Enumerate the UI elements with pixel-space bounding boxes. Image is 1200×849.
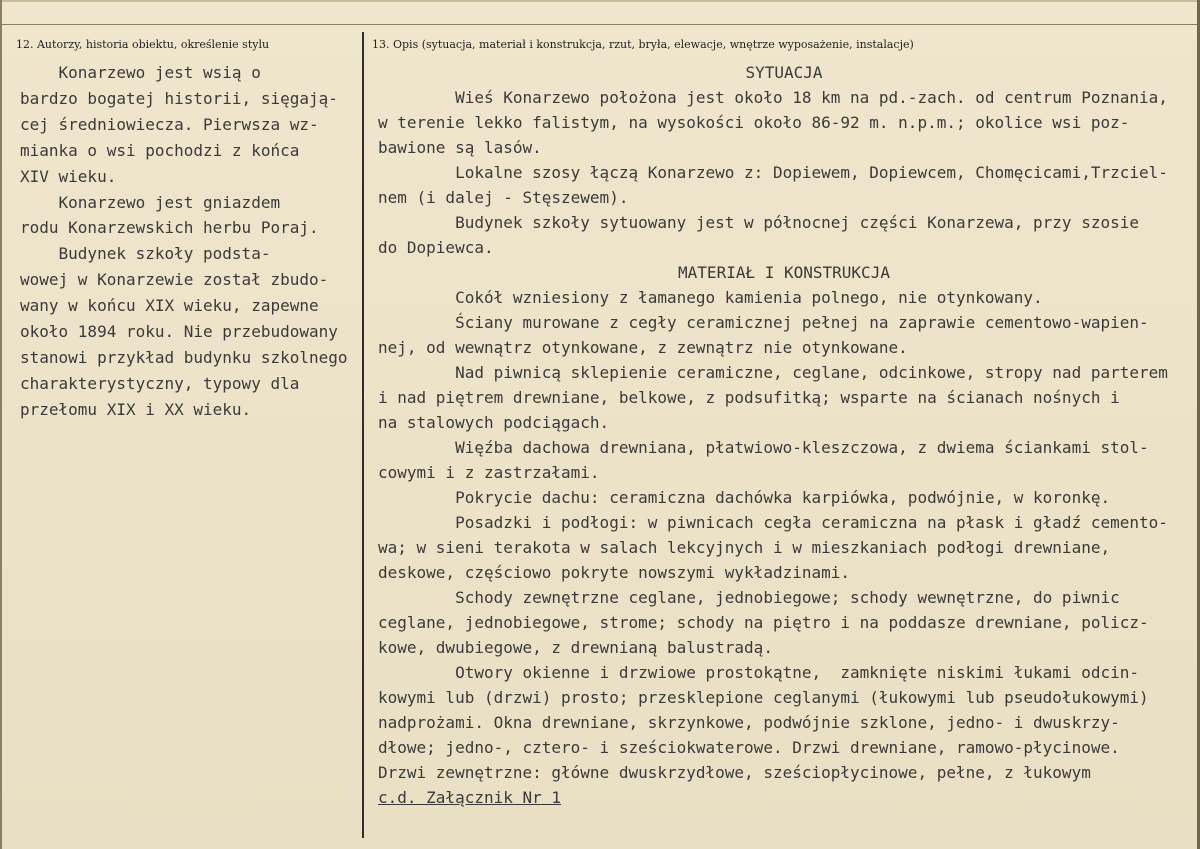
description-text-line: nem (i dalej - Stęszewem). — [378, 188, 629, 207]
description-text-line: cowymi i z zastrzałami. — [378, 463, 600, 482]
description-text-line: kowe, dwubiegowe, z drewnianą balustradą. — [378, 638, 773, 657]
description-text-line: Cokół wzniesiony z łamanego kamienia polnego, nie otynkowany. — [378, 288, 1043, 307]
description-text-line: kowymi lub (drzwi) prosto; przesklepione ceglanymi (łukowymi lub pseudołukowymi) — [378, 688, 1149, 707]
description-text-line: Drzwi zewnętrzne: główne dwuskrzydłowe, sześciopłycinowe, pełne, z łukowym — [378, 763, 1091, 782]
section-13-header: 13. Opis (sytuacja, materiał i konstrukcja, rzut, bryła, elewacje, wnętrze wyposażenie, instalacje) — [372, 38, 914, 51]
history-text-line: rodu Konarzewskich herbu Poraj. — [20, 218, 319, 238]
description-text-line: nadprożami. Okna drewniane, skrzynkowe, podwójnie szklone, jedno- i dwuskrzy- — [378, 713, 1120, 732]
history-text-line: około 1894 roku. Nie przebudowany — [20, 322, 338, 342]
column-divider — [362, 32, 364, 838]
description-text-line: Pokrycie dachu: ceramiczna dachówka karpiówka, podwójnie, w koronkę. — [378, 488, 1111, 507]
description-text-line: do Dopiewca. — [378, 238, 494, 257]
description-column — [378, 60, 1190, 810]
description-text-line: bawione są lasów. — [378, 138, 542, 157]
description-text-line: Posadzki i podłogi: w piwnicach cegła ceramiczna na płask i gładź cemento- — [378, 513, 1168, 532]
description-text-line: na stalowych podciągach. — [378, 413, 610, 432]
description-text-line: Lokalne szosy łączą Konarzewo z: Dopiewem, Dopiewcem, Chomęcicami,Trzciel- — [378, 163, 1168, 182]
history-text-line: Budynek szkoły podsta- — [20, 244, 271, 264]
history-text-line: stanowi przykład budynku szkolnego — [20, 347, 348, 367]
description-text-line: ceglane, jednobiegowe, strome; schody na piętro i na poddasze drewniane, policz- — [378, 613, 1149, 632]
description-text-line: wa; w sieni terakota w salach lekcyjnych i w mieszkaniach podłogi drewniane, — [378, 538, 1111, 557]
history-text-line: wowej w Konarzewie został zbudo- — [20, 270, 329, 290]
history-text-line: wany w końcu XIX wieku, zapewne — [20, 296, 319, 316]
history-text-line: XIV wieku. — [20, 166, 117, 186]
description-text-line: deskowe, częściowo pokryte nowszymi wykładzinami. — [378, 563, 851, 582]
history-text-line: Konarzewo jest gniazdem — [20, 192, 281, 212]
description-text-line: nej, od wewnątrz otynkowane, z zewnątrz nie otynkowane. — [378, 338, 908, 357]
continuation-note: c.d. Załącznik Nr 1 — [378, 788, 562, 807]
description-text-line: Więźba dachowa drewniana, płatwiowo-kleszczowa, z dwiema ściankami stol- — [378, 438, 1149, 457]
description-text-line: Ściany murowane z cegły ceramicznej pełnej na zaprawie cementowo-wapien- — [378, 313, 1149, 332]
description-text-line: dłowe; jedno-, cztero- i sześciokwaterowe. Drzwi drewniane, ramowo-płycinowe. — [378, 738, 1120, 757]
card-top-edge — [0, 0, 1200, 25]
history-column — [20, 60, 358, 423]
description-text-line: Budynek szkoły sytuowany jest w północnej części Konarzewa, przy szosie — [378, 213, 1139, 232]
description-text-line: Nad piwnicą sklepienie ceramiczne, ceglane, odcinkowe, stropy nad parterem — [378, 363, 1168, 382]
history-text-line: cej średniowiecza. Pierwsza wz- — [20, 114, 319, 134]
history-text-line: charakterystyczny, typowy dla — [20, 373, 300, 393]
description-text-line: w terenie lekko falistym, na wysokości około 86-92 m. n.p.m.; okolice wsi poz- — [378, 113, 1130, 132]
section-heading: SYTUACJA — [745, 63, 823, 82]
section-heading: MATERIAŁ I KONSTRUKCJA — [678, 263, 890, 282]
description-text-line: i nad piętrem drewniane, belkowe, z podsufitką; wsparte na ścianach nośnych i — [378, 388, 1120, 407]
description-text-line: Otwory okienne i drzwiowe prostokątne, zamknięte niskimi łukami odcin- — [378, 663, 1139, 682]
history-text-line: mianka o wsi pochodzi z końca — [20, 140, 300, 160]
history-text-line: przełomu XIX i XX wieku. — [20, 399, 252, 419]
description-text-line: Schody zewnętrzne ceglane, jednobiegowe; schody wewnętrzne, do piwnic — [378, 588, 1120, 607]
description-text-line: Wieś Konarzewo położona jest około 18 km na pd.-zach. od centrum Poznania, — [378, 88, 1168, 107]
history-text-line: bardzo bogatej historii, sięgają- — [20, 88, 338, 108]
section-12-header: 12. Autorzy, historia obiektu, określenie stylu — [16, 38, 270, 51]
history-text-line: Konarzewo jest wsią o — [20, 63, 261, 82]
card-left-edge — [0, 0, 2, 849]
